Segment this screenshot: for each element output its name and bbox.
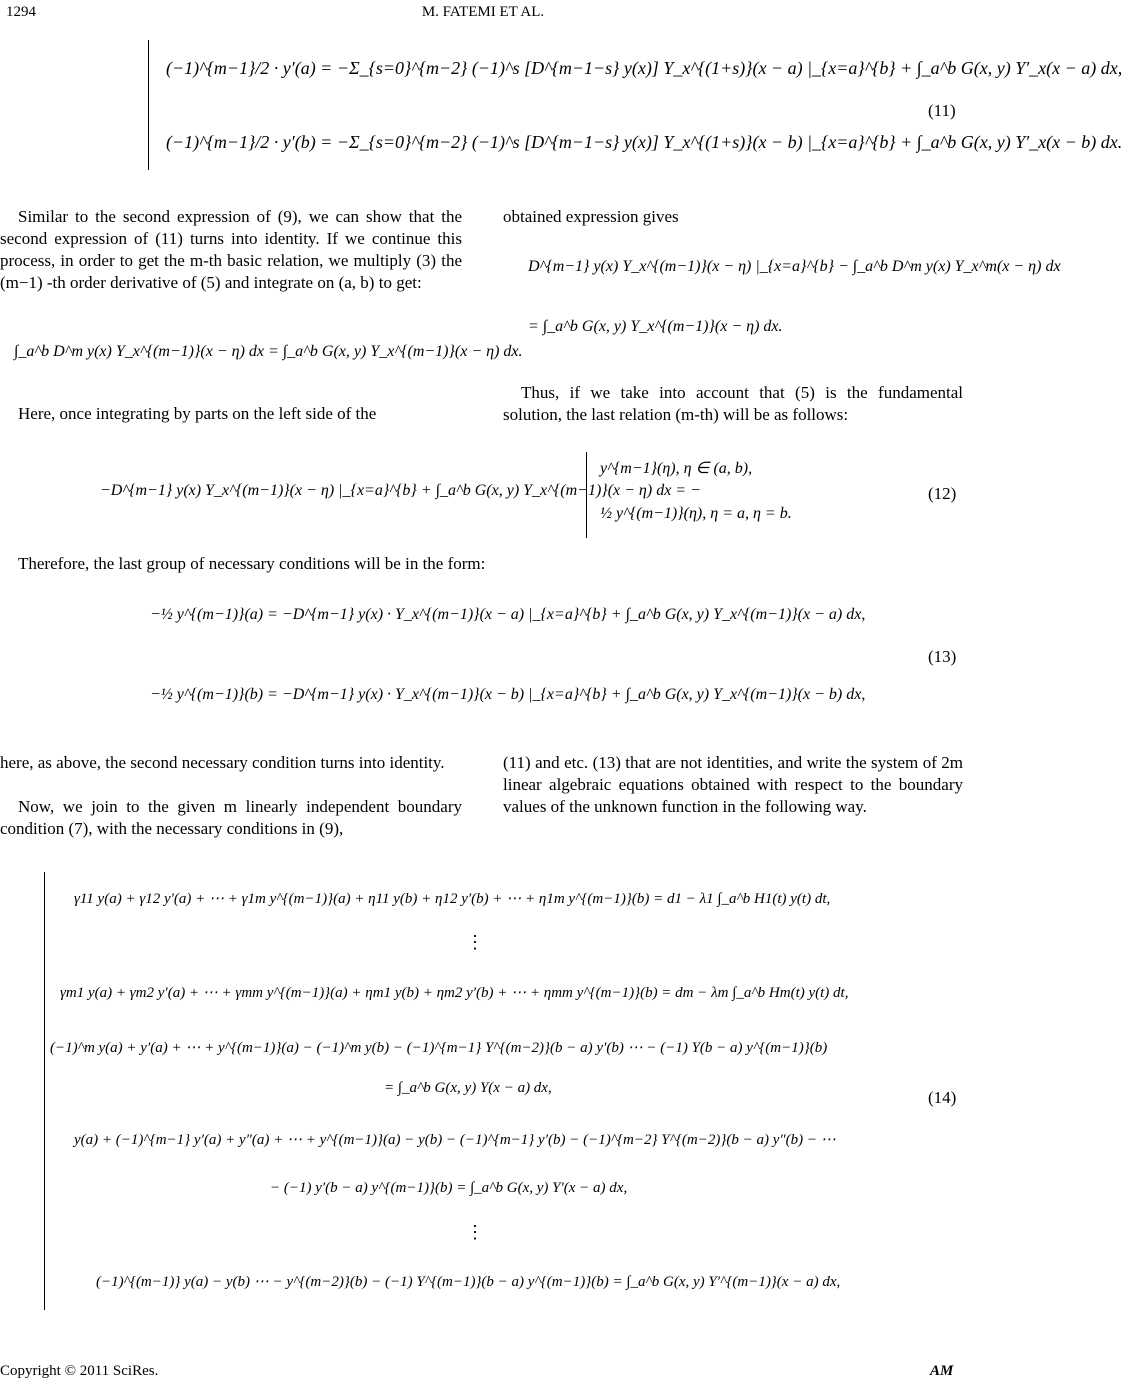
eq-parts-line1: D^{m−1} y(x) Y_x^{(m−1)}(x − η) |_{x=a}^{b} − ∫_a^b D^m y(x) Y_x^m(x − η) dx — [528, 258, 1061, 275]
eq12-lhs: −D^{m−1} y(x) Y_x^{(m−1)}(x − η) |_{x=a}^{b} + ∫_a^b G(x, y) Y_x^{(m−1)}(x − η) dx = − — [100, 482, 701, 499]
eq14-number: (14) — [928, 1088, 957, 1107]
eq14-vdots-2: ⋮ — [466, 1222, 484, 1242]
eq13-line2: −½ y^{(m−1)}(b) = −D^{m−1} y(x) · Y_x^{(m−1)}(x − b) |_{x=a}^{b} + ∫_a^b G(x, y) Y_x^{(m−1)}(x − b) dx, — [150, 686, 866, 703]
eq14-line7: − (−1) y′(b − a) y^{(m−1)}(b) = ∫_a^b G(x, y) Y′(x − a) dx, — [270, 1180, 628, 1196]
right-paragraph-2: Thus, if we take into account that (5) is the fundamental solution, the last relation (m-th) will be as follows: — [503, 383, 963, 424]
eq14-line5: = ∫_a^b G(x, y) Y(x − a) dx, — [384, 1080, 552, 1096]
left-paragraph-2: Here, once integrating by parts on the left side of the — [18, 404, 377, 423]
eq12-number: (12) — [928, 484, 957, 503]
left-paragraph-1: Similar to the second expression of (9), we can show that the second expression of (11) turns into identity. If we continue this process, in order to get the m-th basic relation, we multiply (3) the (m−1) -th order derivative of (5) and integrate on (a, b) to get: — [0, 207, 462, 292]
eq11-line2: (−1)^{m−1}/2 · y′(b) = −Σ_{s=0}^{m−2} (−1)^s [D^{m−1−s} y(x)] Y_x^{(1+s)}(x − b) |_{x=a}^{b} + ∫_a^b G(x, y) Y′_x(x − b) dx. — [166, 132, 1122, 152]
bottom-right-paragraph: (11) and etc. (13) that are not identities, and write the system of 2m linear algebraic equations obtained with respect to the boundary values of the unknown function in the following way. — [503, 753, 963, 816]
right-paragraph-1: obtained expression gives — [503, 207, 679, 226]
copyright: Copyright © 2011 SciRes. — [0, 1363, 159, 1379]
eq14-line1: γ11 y(a) + γ12 y′(a) + ⋯ + γ1m y^{(m−1)}(a) + η11 y(b) + η12 y′(b) + ⋯ + η1m y^{(m−1)}(b) = d1 − λ1 ∫_a^b H1(t) y(t) dt, — [74, 891, 831, 907]
eq12-case2: ½ y^{(m−1)}(η), η = a, η = b. — [600, 505, 792, 522]
eq13-line1: −½ y^{(m−1)}(a) = −D^{m−1} y(x) · Y_x^{(m−1)}(x − a) |_{x=a}^{b} + ∫_a^b G(x, y) Y_x^{(m−1)}(x − a) dx, — [150, 606, 866, 623]
eq11-number: (11) — [928, 101, 956, 120]
eq14-line4: (−1)^m y(a) + y′(a) + ⋯ + y^{(m−1)}(a) − (−1)^m y(b) − (−1)^{m−1} Y^{(m−2)}(b − a) y′(b) ⋯ − (−1) Y(b − a) y^{(m−1)}(b) — [50, 1040, 828, 1056]
eq14-line9: (−1)^{(m−1)} y(a) − y(b) ⋯ − y^{(m−2)}(b) − (−1) Y^{(m−1)}(b − a) y^{(m−1)}(b) = ∫_a^b G(x, y) Y′^{(m−1)}(x − a) dx, — [96, 1274, 841, 1290]
bottom-left-paragraph-1: here, as above, the second necessary condition turns into identity. — [0, 753, 445, 772]
eq14-vdots-1: ⋮ — [466, 932, 484, 952]
eq14-line6: y(a) + (−1)^{m−1} y′(a) + y″(a) + ⋯ + y^{(m−1)}(a) − y(b) − (−1)^{m−1} y′(b) − (−1)^{m−2} Y^{(m−2)}(b − a) y″(b) − ⋯ — [74, 1132, 836, 1148]
eq14-line3: γm1 y(a) + γm2 y′(a) + ⋯ + γmm y^{(m−1)}(a) + ηm1 y(b) + ηm2 y′(b) + ⋯ + ηmm y^{(m−1)}(b) = dm − λm ∫_a^b Hm(t) y(t) dt, — [60, 985, 849, 1001]
eq12-case1: y^{m−1}(η), η ∈ (a, b), — [600, 460, 753, 477]
bottom-left-paragraph-2: Now, we join to the given m linearly independent boundary condition (7), with the necessary conditions in (9), — [0, 797, 462, 838]
eq-parts-line2: = ∫_a^b G(x, y) Y_x^{(m−1)}(x − η) dx. — [528, 318, 783, 335]
running-title: M. FATEMI ET AL. — [421, 4, 545, 20]
page-number: 1294 — [6, 4, 36, 20]
eq-integral-left: ∫_a^b D^m y(x) Y_x^{(m−1)}(x − η) dx = ∫_a^b G(x, y) Y_x^{(m−1)}(x − η) dx. — [14, 343, 523, 360]
eq11-line1: (−1)^{m−1}/2 · y′(a) = −Σ_{s=0}^{m−2} (−1)^s [D^{m−1−s} y(x)] Y_x^{(1+s)}(x − a) |_{x=a}^{b} + ∫_a^b G(x, y) Y′_x(x − a) dx, — [166, 58, 1122, 78]
journal-abbrev: AM — [930, 1363, 954, 1379]
eq13-number: (13) — [928, 647, 957, 666]
therefore-paragraph: Therefore, the last group of necessary conditions will be in the form: — [18, 554, 486, 573]
